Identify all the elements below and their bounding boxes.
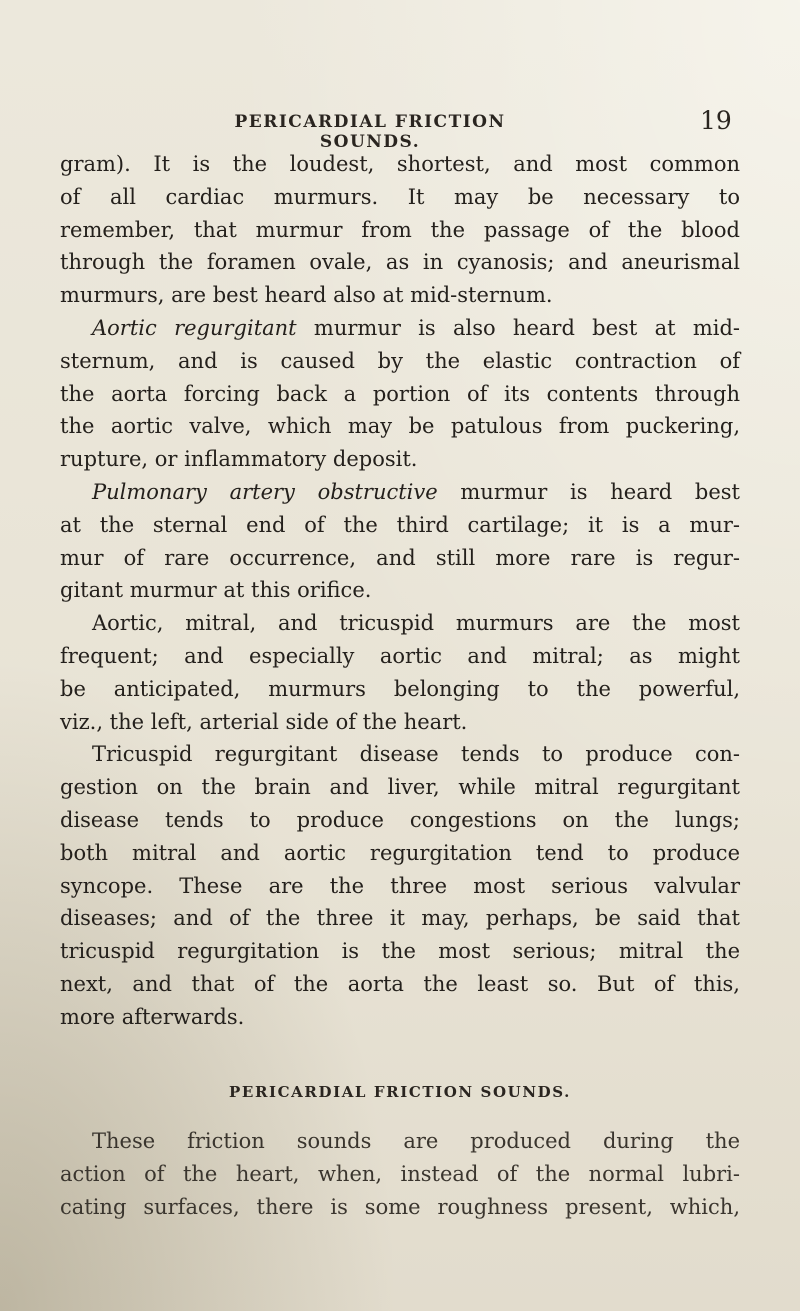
text-line: rupture, or inflammatory deposit. xyxy=(60,447,418,472)
text-line: through the foramen ovale, as in cyanosis; and aneurismal xyxy=(60,250,740,275)
text-line: of all cardiac murmurs. It may be necessary to xyxy=(60,184,740,209)
text-line: be anticipated, murmurs belonging to the powerful, xyxy=(60,676,740,701)
text-line: sternum, and is caused by the elastic contraction of xyxy=(60,348,740,373)
text-line: diseases; and of the three it may, perhaps, be said that xyxy=(60,906,740,931)
running-head: PERICARDIAL FRICTION SOUNDS. xyxy=(234,112,506,152)
line-text: murmur is also heard best at mid- xyxy=(296,315,740,340)
text-line: syncope. These are the three most serious valvular xyxy=(60,873,740,898)
text-line: murmurs, are best heard also at mid-sternum. xyxy=(60,283,553,308)
text-line: next, and that of the aorta the least so. But of this, xyxy=(60,971,740,996)
text-line: gestion on the brain and liver, while mitral regurgitant xyxy=(60,775,740,800)
line-text: murmur is heard best xyxy=(437,479,740,504)
text-line: the aorta forcing back a portion of its contents through xyxy=(60,381,740,406)
text-line xyxy=(60,476,740,509)
text-line: cating surfaces, there is some roughness present, which, xyxy=(60,1194,740,1219)
text-line: Tricuspid regurgitant disease tends to produce con- xyxy=(92,742,740,767)
text-line: disease tends to produce congestions on the lungs; xyxy=(60,807,740,832)
italic-term: Aortic regurgitant xyxy=(92,315,297,340)
text-line: gitant murmur at this orifice. xyxy=(60,578,372,603)
text-line: Aortic, mitral, and tricuspid murmurs are the most xyxy=(92,611,740,636)
italic-term: Pulmonary artery obstructive xyxy=(92,479,438,504)
text-line: frequent; and especially aortic and mitral; as might xyxy=(60,643,740,668)
text-line xyxy=(60,312,740,345)
text-line: more afterwards. xyxy=(60,1004,245,1029)
text-line: the aortic valve, which may be patulous from puckering, xyxy=(60,414,740,439)
text-line: viz., the left, arterial side of the heart. xyxy=(60,709,468,734)
text-line: These friction sounds are produced during the xyxy=(92,1129,740,1153)
section-heading: PERICARDIAL FRICTION SOUNDS. xyxy=(229,1083,571,1101)
text-line: remember, that murmur from the passage of the blood xyxy=(60,217,740,242)
text-line: both mitral and aortic regurgitation tend to produce xyxy=(60,840,740,865)
section-body xyxy=(60,1125,740,1223)
text-line: gram). It is the loudest, shortest, and most common xyxy=(60,152,740,176)
text-line: action of the heart, when, instead of the normal lubri- xyxy=(60,1161,740,1186)
text-line: mur of rare occurrence, and still more rare is regur- xyxy=(60,545,740,570)
page-body xyxy=(60,148,740,1034)
text-line: at the sternal end of the third cartilage; it is a mur- xyxy=(60,512,740,537)
page-number: 19 xyxy=(700,106,732,135)
text-line: tricuspid regurgitation is the most serious; mitral the xyxy=(60,939,740,964)
